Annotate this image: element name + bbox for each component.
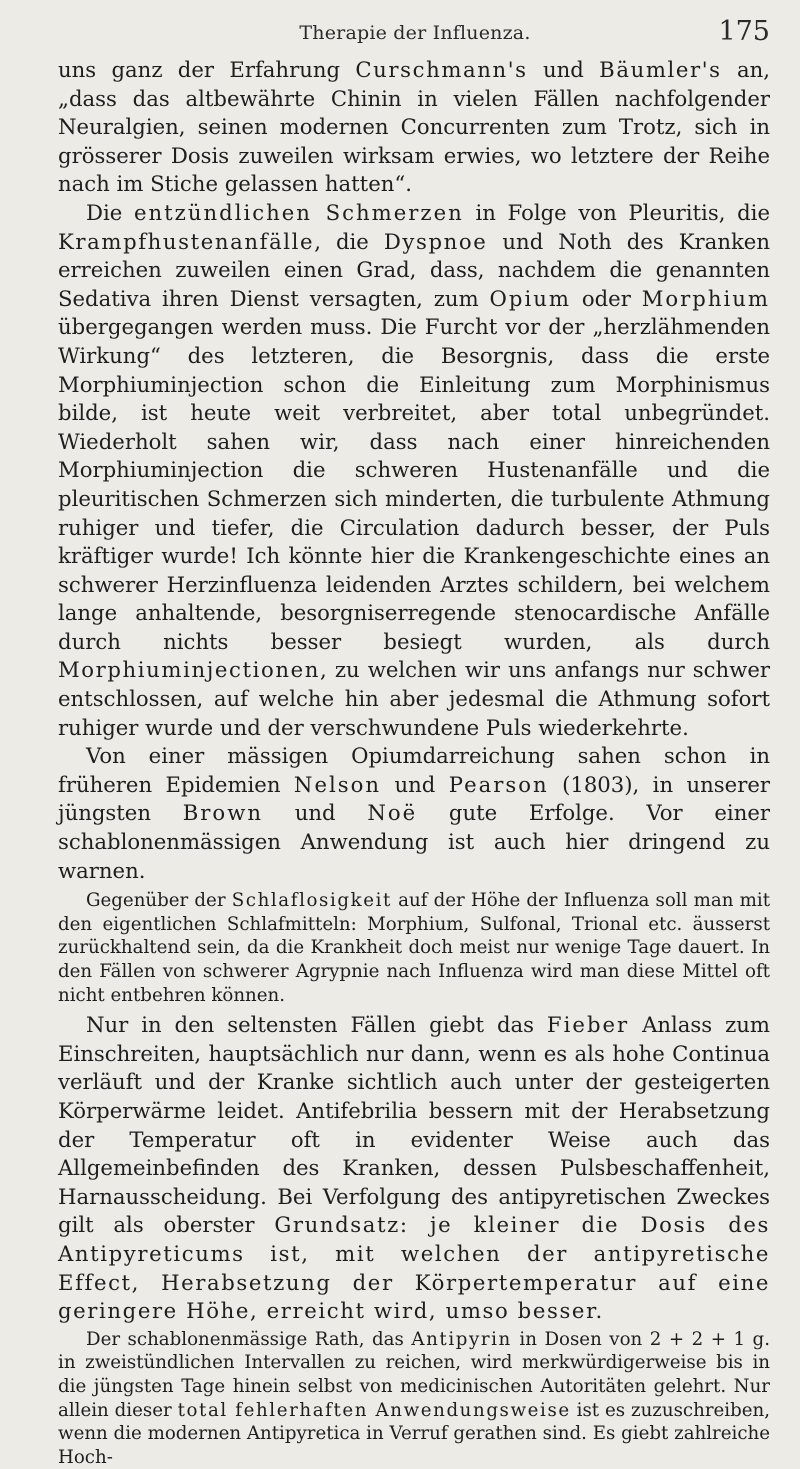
author-brown: Brown [182,800,263,826]
term-schlaflosigkeit: Schlaflosigkeit [231,890,392,912]
page-header [60,12,770,52]
paragraph-schlaflosigkeit: Gegenüber der Schlaflosigkeit auf der Höhe der Influenza soll man mit den eigentlichen Schlafmitteln: Morphium, Sulfonal, Trional etc. äusserst zurückhaltend sein, da die Krankheit doch meist nur wenige Tage dauert. In den Fällen von schwerer Agrypnie nach Influenza wird man diese Mittel oft nicht entbehren können. [58,890,771,1006]
author-baeumler: Bäumler's [599,57,722,82]
author-pearson: Pearson [448,771,549,797]
term-fehlerhafte-anwendung: total fehlerhaften Anwendungsweise [177,1399,571,1421]
term-antipyrin: Antipyrin [411,1328,512,1350]
term-morphiuminjectionen: Morphiuminjectionen [58,657,320,683]
term-morphium: Morphium [641,285,770,311]
paragraph-antipyrin: Der schablonenmässige Rath, das Antipyrin in Dosen von 2 + 2 + 1 g. in zweistündlichen Intervallen zu reichen, wird merkwürdigerweise bis in die jüngsten Tage hinein selbst von medicinischen Autoritäten gelehrt. Nur allein dieser total fehlerhaften Anwendungsweise ist es zuzuschreiben, wenn die modernen Antipyretica in Verruf gerathen sind. Es giebt zahlreiche Hoch- [58,1328,770,1468]
term-dyspnoe: Dyspnoe [383,228,488,254]
author-noe: Noë [367,800,418,826]
term-entzuendliche-schmerzen: entzündlichen Schmerzen [133,199,464,225]
page-body [58,56,770,1469]
paragraph-opium: Von einer mässigen Opiumdarreichung sahen schon in früheren Epidemien Nelson und Pearson (1803), in unserer jüngsten Brown und Noë gute Erfolge. Vor einer schablonenmässigen Anwendung ist auch hier dringend zu warnen. [58,743,771,883]
paragraph-chinin: uns ganz der Erfahrung Curschmann's und Bäumler's an, „dass das altbewährte Chinin in vielen Fällen nachfolgender Neuralgien, seinen modernen Concurrenten zum Trotz, sich in grösserer Dosis zuweilen wirksam erwies, wo letztere der Reihe nach im Stiche gelassen hatten“. [58,57,770,197]
running-title: Therapie der Influenza. [299,22,531,44]
author-curschmann: Curschmann's [355,57,528,82]
page-number: 175 [718,16,770,47]
paragraph-fieber: Nur in den seltensten Fällen giebt das Fieber Anlass zum Einschreiten, hauptsächlich nur dann, wenn es als hohe Continua verläuft und der Kranke sichtlich auch unter der gesteigerten Körperwärme leidet. Antifebrilia bessern mit der Herabsetzung der Temperatur oft in evidenter Weise auch das Allgemeinbefinden des Kranken, dessen Pulsbeschaffenheit, Harnausscheidung. Bei Verfolgung des antipyretischen Zweckes gilt als oberster Grundsatz: je kleiner die Dosis des Antipyreticums ist, mit welchen der antipyretische Effect, Herabsetzung der Körpertemperatur auf eine geringere Höhe, erreicht wird, umso besser. [58,1012,771,1324]
term-fieber: Fieber [546,1012,630,1038]
term-opium: Opium [489,285,571,311]
term-krampfhustenanfaelle: Krampfhustenanfälle [58,228,315,254]
term-grundsatz: Grundsatz: je kleiner die Dosis des Antipyreticums ist, mit welchen der antipyretische Effect, Herabsetzung der Körpertemperatur auf eine geringere Höhe, erreicht wird, umso besser. [58,1212,771,1324]
author-nelson: Nelson [293,771,382,797]
paragraph-morphium: Die entzündlichen Schmerzen in Folge von Pleuritis, die Krampfhustenanfälle, die Dyspnoe und Noth des Kranken erreichen zuweilen einen Grad, dass, nachdem die genannten Sedativa ihren Dienst versagten, zum Opium oder Morphium übergegangen werden muss. Die Furcht vor der „herzlähmenden Wirkung“ des letzteren, die Besorgnis, dass die erste Morphiuminjection schon die Einleitung zum Morphinismus bilde, ist heute weit verbreitet, aber total unbegründet. Wiederholt sahen wir, dass nach einer hinreichenden Morphiuminjection die schweren Hustenanfälle und die pleuritischen Schmerzen sich minderten, die turbulente Athmung ruhiger und tiefer, die Circulation dadurch besser, der Puls kräftiger wurde! Ich könnte hier die Krankengeschichte eines an schwerer Herzinfluenza leidenden Arztes schildern, bei welchem lange anhaltende, besorgniserregende stenocardische Anfälle durch nichts besser besiegt wurden, als durch Morphiuminjectionen, zu welchen wir uns anfangs nur schwer entschlossen, auf welche hin aber jedesmal die Athmung sofort ruhiger wurde und der verschwundene Puls wiederkehrte. [58,199,770,740]
